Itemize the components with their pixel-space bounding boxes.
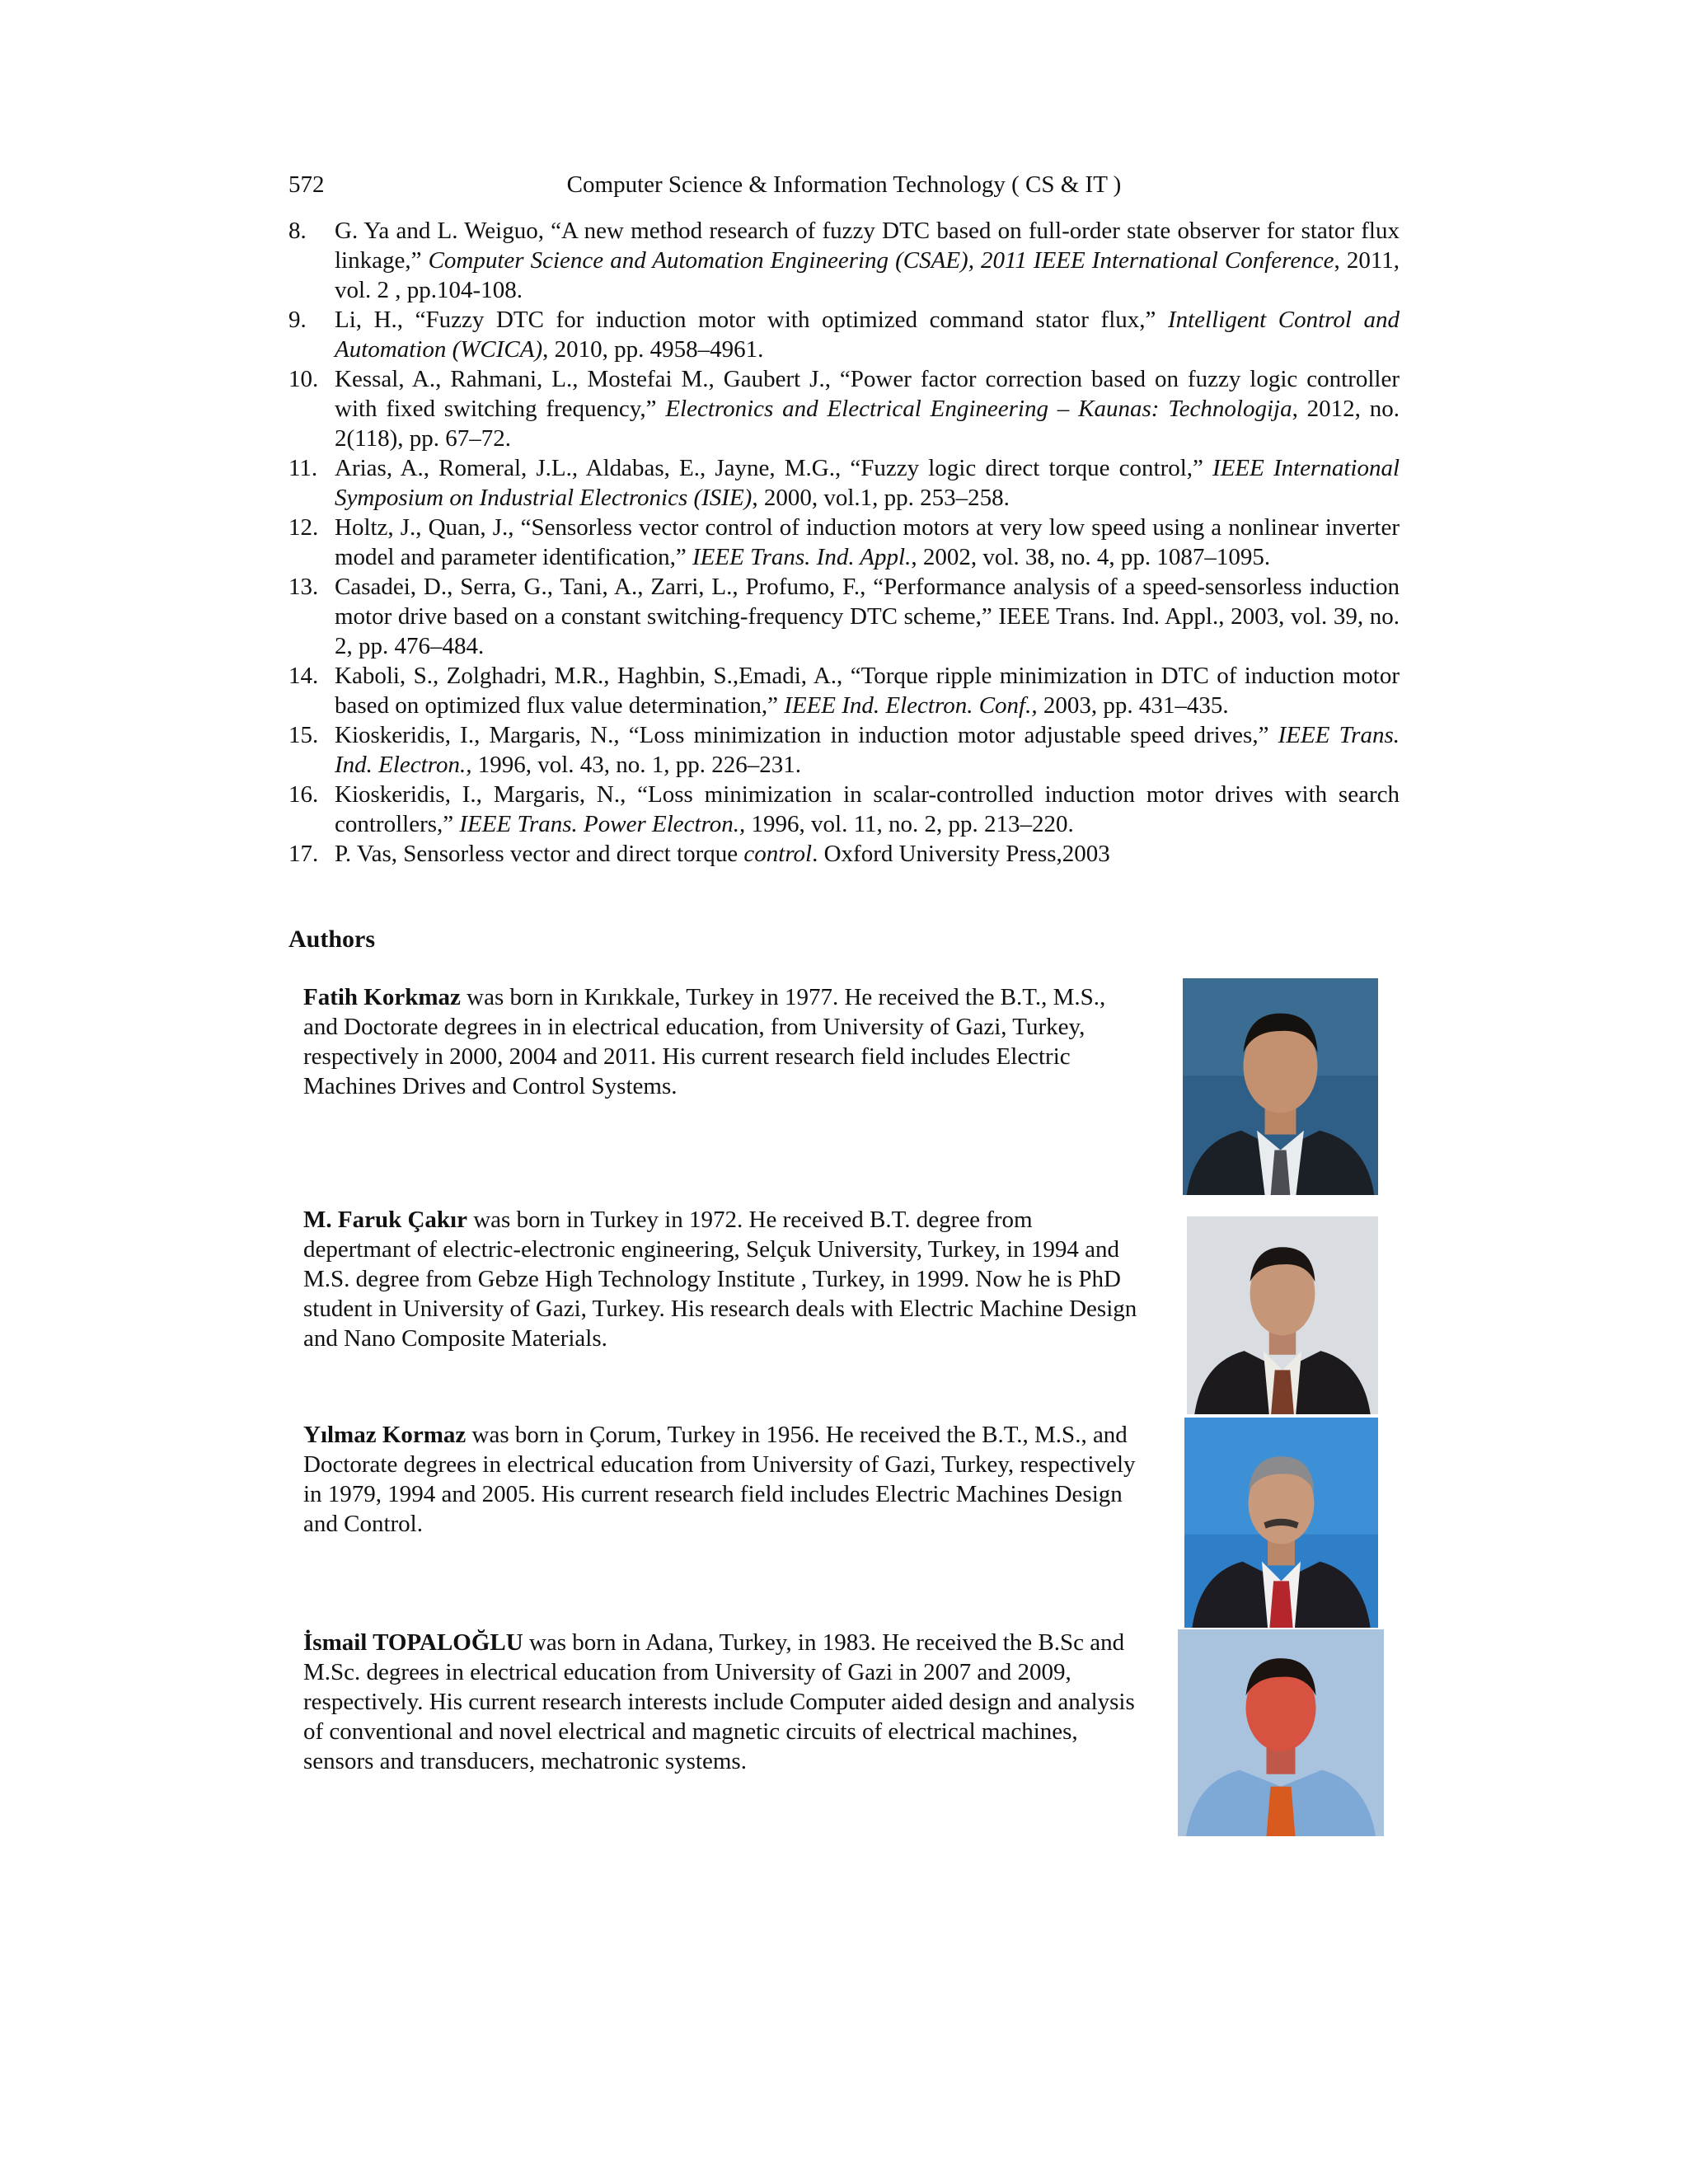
reference-number: 9. — [288, 307, 307, 333]
reference-item — [288, 453, 1400, 513]
reference-text: , 2011, vol. 2 , pp.104-108. — [335, 247, 1400, 303]
author-bio-text: was born in Adana, Turkey, in 1983. He received the B.Sc and M.Sc. degrees in electrical education from University of Gazi in 2007 and 2009, respectively. His current research interests include Computer aided design and analysis of conventional and novel electrical and magnetic circuits of electrical machines, sensors and transducers, mechatronic systems. — [303, 1629, 1135, 1774]
author-photo-4 — [1178, 1629, 1384, 1836]
reference-text: . Oxford University Press,2003 — [812, 841, 1110, 867]
reference-text: 1996, vol. 11, no. 2, pp. 213–220. — [745, 811, 1074, 837]
reference-number: 13. — [288, 574, 319, 600]
reference-item — [288, 720, 1400, 780]
reference-item — [288, 216, 1400, 305]
reference-item — [288, 780, 1400, 839]
reference-text: Casadei, D., Serra, G., Tani, A., Zarri, L., Profumo, F., “Performance analysis of a speed-sensorless induction motor drive based on a constant switching-frequency DTC scheme,” IEEE Trans. Ind. Appl., 2003, vol. 39, no. 2, pp. 476–484. — [335, 574, 1400, 659]
author-photo-1 — [1183, 978, 1378, 1195]
reference-venue: control — [743, 841, 813, 867]
reference-venue: Intelligent Control and Automation (WCICA) — [335, 307, 1400, 363]
reference-text: P. Vas, Sensorless vector and direct torque — [335, 841, 744, 867]
author-bio-text: was born in Kırıkkale, Turkey in 1977. He received the B.T., M.S., and Doctorate degrees in in electrical education, from University of Gazi, Turkey, respectively in 2000, 2004 and 2011. His current research field includes Electric Machines Drives and Control Systems. — [303, 984, 1106, 1099]
reference-text: 1996, vol. 43, no. 1, pp. 226–231. — [471, 752, 802, 778]
reference-text: , 2010, pp. 4958–4961. — [542, 336, 764, 363]
reference-number: 14. — [288, 663, 319, 689]
reference-list — [288, 216, 1400, 869]
reference-text: Kaboli, S., Zolghadri, M.R., Haghbin, S.,Emadi, A., “Torque ripple minimization in DTC of induction motor based on optimized flux value determination,” — [335, 663, 1400, 719]
reference-text: , 2002, vol. 38, no. 4, pp. 1087–1095. — [911, 544, 1271, 570]
reference-text: Kessal, A., Rahmani, L., Mostefai M., Gaubert J., “Power factor correction based on fuzzy logic controller with fixed switching frequency,” — [335, 366, 1400, 422]
reference-venue: Electronics and Electrical Engineering – Kaunas: Technologija — [665, 396, 1292, 422]
author-photo-3 — [1184, 1418, 1378, 1628]
reference-item — [288, 513, 1400, 572]
author-bio-2 — [303, 1205, 1137, 1353]
author-photo-2 — [1187, 1216, 1378, 1414]
reference-text: , 2012, no. 2(118), pp. 67–72. — [335, 396, 1400, 452]
reference-text: , 2000, vol.1, pp. 253–258. — [752, 485, 1010, 511]
reference-text: Kioskeridis, I., Margaris, N., “Loss minimization in induction motor adjustable speed drives,” — [335, 722, 1278, 748]
reference-number: 16. — [288, 781, 319, 808]
reference-text: G. Ya and L. Weiguo, “A new method research of fuzzy DTC based on full-order state observer for stator flux linkage,” — [335, 218, 1400, 274]
reference-venue: IEEE Trans. Ind. Electron., — [335, 722, 1400, 778]
reference-venue: IEEE Ind. Electron. Conf., — [784, 692, 1038, 719]
reference-number: 11. — [288, 455, 318, 481]
reference-number: 8. — [288, 218, 307, 244]
reference-text: Li, H., “Fuzzy DTC for induction motor with optimized command stator flux,” — [335, 307, 1168, 333]
reference-text: 2003, pp. 431–435. — [1037, 692, 1229, 719]
author-bio-text: was born in Çorum, Turkey in 1956. He received the B.T., M.S., and Doctorate degrees in electrical education from University of Gazi, Turkey, respectively in 1979, 1994 and 2005. His current research field includes Electric Machines Design and Control. — [303, 1422, 1136, 1537]
reference-text: Kioskeridis, I., Margaris, N., “Loss minimization in scalar-controlled induction motor drives with search controllers,” — [335, 781, 1400, 837]
reference-number: 15. — [288, 722, 319, 748]
reference-number: 10. — [288, 366, 319, 392]
author-bio-text: was born in Turkey in 1972. He received B.T. degree from depertmant of electric-electronic engineering, Selçuk University, Turkey, in 1994 and M.S. degree from Gebze High Technology Institute , Turkey, in 1999. Now he is PhD student in University of Gazi, Turkey. His research deals with Electric Machine Design and Nano Composite Materials. — [303, 1207, 1137, 1352]
reference-venue: Computer Science and Automation Engineering (CSAE), 2011 IEEE International Conference — [428, 247, 1334, 274]
authors-heading: Authors — [288, 926, 376, 953]
reference-item — [288, 839, 1400, 869]
reference-venue: IEEE Trans. Ind. Appl. — [692, 544, 912, 570]
reference-item — [288, 661, 1400, 720]
author-name: İsmail TOPALOĞLU — [303, 1629, 523, 1656]
reference-item — [288, 305, 1400, 364]
reference-text: Holtz, J., Quan, J., “Sensorless vector control of induction motors at very low speed using a nonlinear inverter model and parameter identification,” — [335, 514, 1400, 570]
author-name: Yılmaz Kormaz — [303, 1422, 467, 1448]
reference-venue: IEEE International Symposium on Industrial Electronics (ISIE) — [335, 455, 1400, 511]
page-header — [288, 171, 1400, 204]
reference-venue: IEEE Trans. Power Electron., — [459, 811, 746, 837]
author-bio-1 — [303, 982, 1137, 1101]
reference-item — [288, 364, 1400, 453]
reference-text: Arias, A., Romeral, J.L., Aldabas, E., Jayne, M.G., “Fuzzy logic direct torque control,” — [335, 455, 1213, 481]
reference-number: 17. — [288, 841, 319, 867]
page-number: 572 — [288, 171, 325, 198]
author-name: M. Faruk Çakır — [303, 1207, 467, 1233]
author-name: Fatih Korkmaz — [303, 984, 461, 1010]
journal-title: Computer Science & Information Technology ( CS & IT ) — [566, 171, 1122, 198]
author-bio-4 — [303, 1628, 1137, 1776]
reference-number: 12. — [288, 514, 319, 541]
author-bio-3 — [303, 1420, 1137, 1539]
reference-item — [288, 572, 1400, 661]
